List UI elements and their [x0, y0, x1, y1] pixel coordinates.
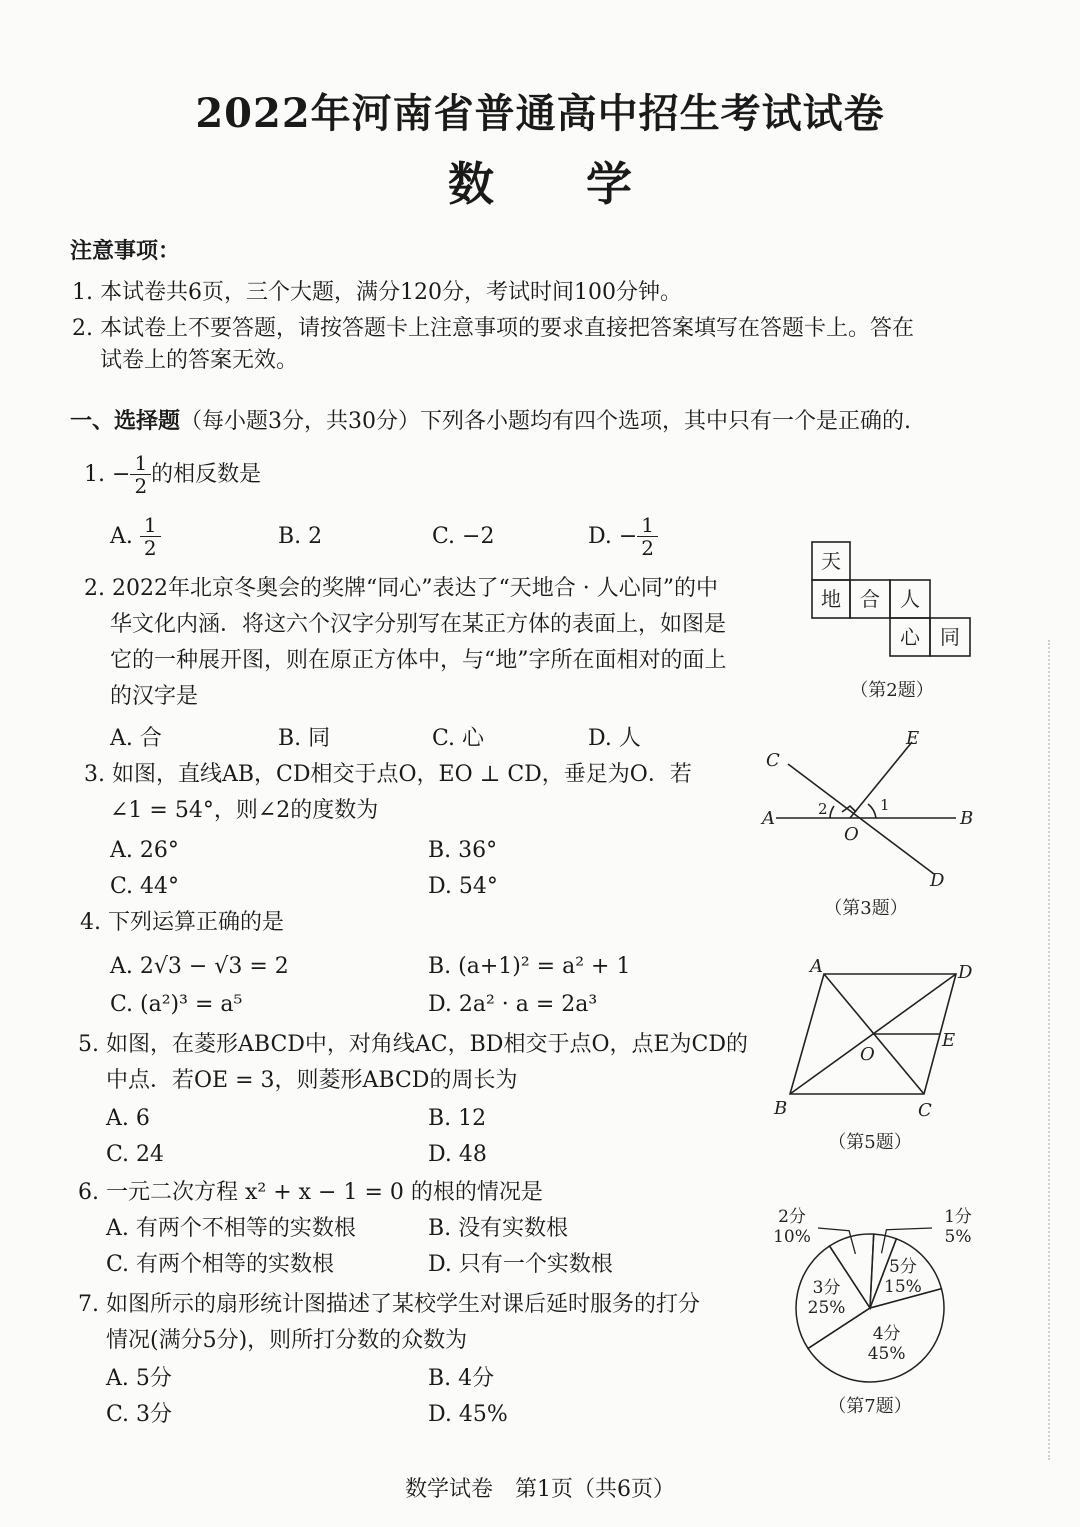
q2-line-4: 的汉字是 — [110, 684, 199, 709]
label-d: D — [958, 962, 973, 983]
pie-leader-line — [882, 1228, 932, 1253]
net-char: 合 — [860, 587, 880, 611]
q2-option-a: A. 合 — [110, 726, 162, 751]
q1-option-b: B. 2 — [278, 524, 323, 549]
q4-option-a: A. 2√3 − √3 = 2 — [110, 954, 289, 979]
q2-line-1: 2. 2022年北京冬奥会的奖牌“同心”表达了“天地合 · 人心同”的中 — [84, 576, 718, 601]
subject-title: 数 学 — [448, 157, 632, 211]
label-c: C — [918, 1100, 932, 1121]
q5-option-b: B. 12 — [428, 1106, 487, 1131]
pie-label-category: 4分 — [872, 1324, 901, 1345]
q2-line-3: 它的一种展开图，则在原正方体中，与“地”字所在面相对的面上 — [110, 648, 727, 673]
pie-label-percent: 10% — [773, 1227, 811, 1247]
fraction: $\frac{1}{2}$ — [132, 452, 149, 497]
q2-option-c: C. 心 — [432, 726, 485, 751]
cube-net-figure — [800, 534, 990, 714]
net-char: 人 — [900, 587, 920, 611]
pie-label-category: 2分 — [778, 1207, 806, 1227]
q7-line-2: 情况(满分5分)，则所打分数的众数为 — [106, 1328, 468, 1353]
q4-option-b: B. (a+1)² = a² + 1 — [428, 954, 631, 979]
angle-figure — [756, 722, 986, 922]
q2-option-d: D. 人 — [588, 726, 641, 751]
q6-option-c: C. 有两个相等的实数根 — [106, 1252, 335, 1277]
q6-option-d: D. 只有一个实数根 — [428, 1252, 613, 1277]
pie-label-percent: 15% — [884, 1277, 922, 1298]
section-heading: 一、选择题（每小题3分，共30分）下列各小题均有四个选项，其中只有一个是正确的. — [70, 408, 912, 434]
angle-2: 2 — [818, 800, 828, 818]
pie-label-percent: 5% — [944, 1227, 972, 1247]
question-1: 1. − $\frac{1}{2}$ 的相反数是 — [84, 451, 262, 498]
caption-q3: （第3题） — [824, 898, 908, 919]
angle-1: 1 — [880, 796, 890, 814]
q2-line-2: 华文化内涵．将这六个汉字分别写在某正方体的表面上，如图是 — [110, 612, 727, 637]
exam-title: 2022年河南省普通高中招生考试试卷 — [195, 90, 885, 137]
caption-q7: （第7题） — [828, 1396, 912, 1417]
q1-option-d: D. − $\frac{1}{2}$ — [588, 514, 658, 559]
net-char: 天 — [821, 549, 841, 573]
q3-option-b: B. 36° — [428, 838, 498, 863]
q7-option-b: B. 4分 — [428, 1366, 495, 1391]
q5-option-d: D. 48 — [428, 1142, 487, 1167]
label-o: O — [844, 824, 859, 845]
notice-heading: 注意事项： — [70, 238, 181, 264]
page-footer: 数学试卷 第1页（共6页） — [405, 1477, 675, 1502]
q4-stem: 4. 下列运算正确的是 — [80, 910, 284, 935]
label-d: D — [930, 870, 945, 891]
q3-line-1: 3. 如图，直线AB，CD相交于点O，EO ⊥ CD，垂足为O．若 — [84, 762, 692, 787]
pie-chart — [762, 1200, 992, 1430]
net-char: 同 — [940, 625, 960, 649]
pie-label-category: 3分 — [812, 1277, 841, 1298]
net-char: 心 — [900, 625, 920, 649]
pie-label-percent: 45% — [867, 1344, 906, 1365]
pie-label-category: 5分 — [889, 1257, 917, 1278]
q3-line-2: ∠1 = 54°，则∠2的度数为 — [110, 798, 379, 823]
q3-option-d: D. 54° — [428, 874, 498, 899]
q3-option-a: A. 26° — [110, 838, 179, 863]
label-b: B — [774, 1098, 788, 1119]
caption-q5: （第5题） — [828, 1132, 912, 1153]
notice-item-2-cont: 试卷上的答案无效。 — [100, 348, 299, 373]
q7-line-1: 7. 如图所示的扇形统计图描述了某校学生对课后延时服务的打分 — [78, 1292, 700, 1317]
q6-option-a: A. 有两个不相等的实数根 — [106, 1216, 356, 1241]
q5-line-2: 中点．若OE = 3，则菱形ABCD的周长为 — [106, 1068, 518, 1093]
q6-option-b: B. 没有实数根 — [428, 1216, 569, 1241]
q4-option-d: D. 2a² · a = 2a³ — [428, 992, 598, 1017]
net-char: 地 — [821, 587, 841, 611]
label-c: C — [766, 750, 780, 771]
q1-option-a: A. $\frac{1}{2}$ — [110, 514, 161, 559]
q2-option-b: B. 同 — [278, 726, 331, 751]
label-a: A — [810, 956, 823, 977]
q5-option-c: C. 24 — [106, 1142, 165, 1167]
q7-option-a: A. 5分 — [106, 1366, 172, 1391]
pie-label-percent: 25% — [807, 1297, 846, 1318]
rhombus-figure — [760, 950, 990, 1160]
q7-option-c: C. 3分 — [106, 1402, 173, 1427]
notice-item-2: 2. 本试卷上不要答题，请按答题卡上注意事项的要求直接把答案填写在答题卡上。答在 — [72, 316, 914, 341]
q5-line-1: 5. 如图，在菱形ABCD中，对角线AC，BD相交于点O，点E为CD的 — [78, 1032, 749, 1057]
q5-option-a: A. 6 — [106, 1106, 150, 1131]
notice-item-1: 1. 本试卷共6页，三个大题，满分120分，考试时间100分钟。 — [72, 280, 682, 305]
label-a: A — [762, 808, 775, 829]
label-e: E — [906, 728, 920, 749]
q3-option-c: C. 44° — [110, 874, 180, 899]
label-b: B — [960, 808, 974, 829]
q4-option-c: C. (a²)³ = a⁵ — [110, 992, 243, 1017]
caption-q2: （第2题） — [850, 680, 934, 701]
q6-stem: 6. 一元二次方程 x² + x − 1 = 0 的根的情况是 — [78, 1180, 543, 1205]
label-e: E — [942, 1030, 956, 1051]
scan-edge — [1046, 640, 1050, 1460]
q1-option-c: C. −2 — [432, 524, 495, 549]
pie-label-category: 1分 — [944, 1207, 972, 1227]
q7-option-d: D. 45% — [428, 1402, 508, 1427]
label-o: O — [860, 1044, 875, 1065]
